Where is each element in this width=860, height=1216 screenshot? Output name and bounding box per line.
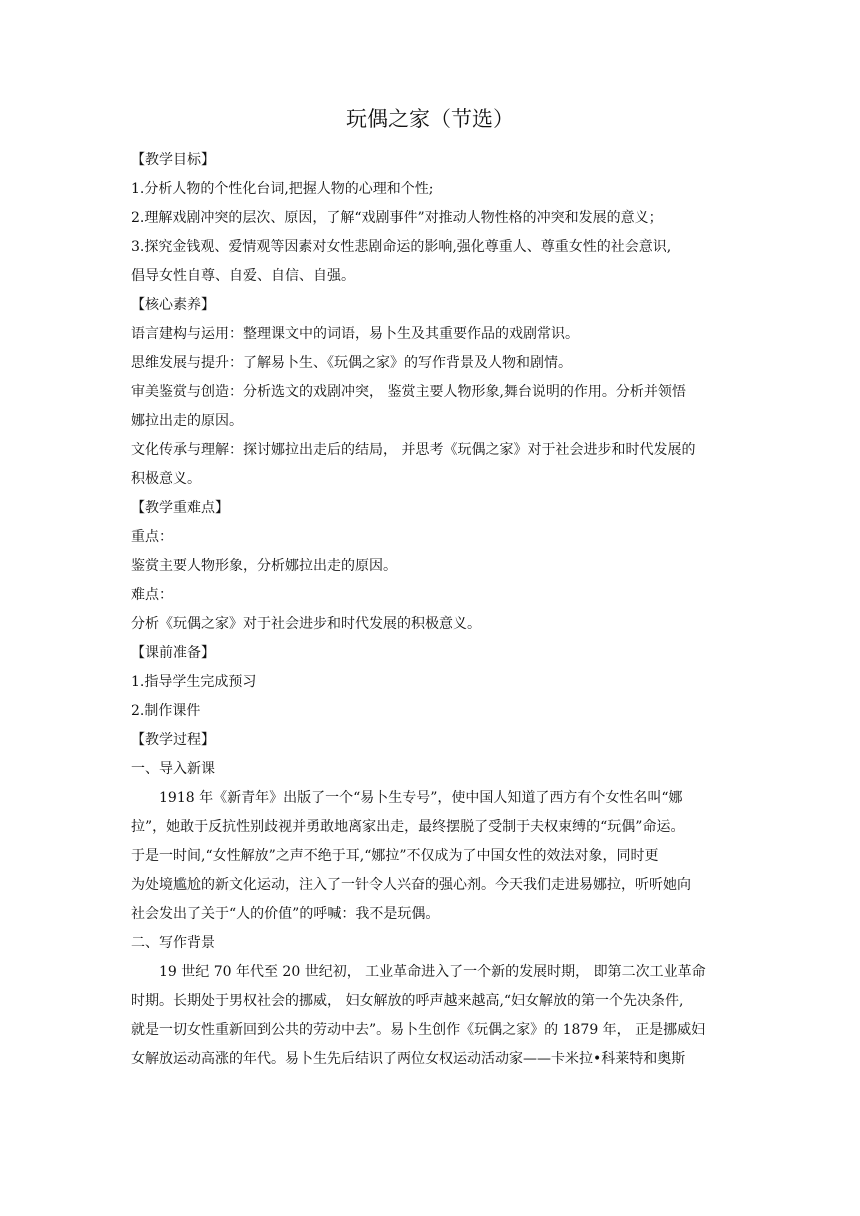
text-line: 就是一切女性重新回到公共的劳动中去”。易卜生创作《玩偶之家》的 1879 年， 正是挪威妇	[131, 1022, 706, 1038]
text-line: 3.探究金钱观、爱情观等因素对女性悲剧命运的影响,强化尊重人、尊重女性的社会意识,	[131, 239, 672, 255]
document-title: 玩偶之家（节选）	[346, 107, 514, 131]
text-line: 难点：	[131, 587, 173, 603]
text-line: 娜拉出走的原因。	[131, 413, 243, 429]
text-line: 2.理解戏剧冲突的层次、原因，了解“戏剧事件”对推动人物性格的冲突和发展的意义；	[131, 210, 663, 226]
text-line: 于是一时间,“女性解放”之声不绝于耳,“娜拉”不仅成为了中国女性的效法对象，同时更	[131, 848, 659, 864]
text-line: 拉”，她敢于反抗性别歧视并勇敢地离家出走，最终摆脱了受制于夫权束缚的“玩偶”命运。	[131, 819, 685, 835]
text-line: 文化传承与理解：探讨娜拉出走后的结局， 并思考《玩偶之家》对于社会进步和时代发展的	[131, 442, 696, 458]
text-line: 【教学目标】	[131, 152, 215, 168]
text-line: 【教学重难点】	[131, 500, 229, 516]
text-line: 语言建构与运用：整理课文中的词语，易卜生及其重要作品的戏剧常识。	[131, 326, 579, 342]
text-line: 社会发出了关于“人的价值”的呼喊：我不是玩偶。	[131, 906, 440, 922]
document-body	[131, 146, 731, 1074]
text-line: 1918 年《新青年》出版了一个“易卜生专号”，使中国人知道了西方有个女性名叫“娜	[159, 790, 683, 806]
text-line: 倡导女性自尊、自爱、自信、自强。	[131, 268, 355, 284]
text-line: 19 世纪 70 年代至 20 世纪初， 工业革命进入了一个新的发展时期， 即第二次工业革命	[159, 964, 706, 980]
text-line: 审美鉴赏与创造：分析选文的戏剧冲突， 鉴赏主要人物形象,舞台说明的作用。分析并领悟	[131, 384, 686, 400]
text-line: 二、写作背景	[131, 935, 215, 951]
text-line: 为处境尴尬的新文化运动，注入了一针令人兴奋的强心剂。今天我们走进易娜拉，听听她向	[131, 877, 691, 893]
text-line: 【课前准备】	[131, 645, 215, 661]
text-line: 时期。长期处于男权社会的挪威， 妇女解放的呼声越来越高,“妇女解放的第一个先决条件,	[131, 993, 684, 1009]
text-line: 2.制作课件	[131, 703, 201, 719]
text-line: 积极意义。	[131, 471, 201, 487]
text-line: 女解放运动高涨的年代。易卜生先后结识了两位女权运动活动家——卡米拉•科莱特和奥斯	[131, 1051, 686, 1067]
text-line: 【核心素养】	[131, 297, 215, 313]
text-line: 1.分析人物的个性化台词,把握人物的心理和个性;	[131, 181, 434, 197]
text-line: 思维发展与提升：了解易卜生、《玩偶之家》的写作背景及人物和剧情。	[131, 355, 572, 371]
text-line: 【教学过程】	[131, 732, 215, 748]
text-line: 一、导入新课	[131, 761, 215, 777]
text-line: 分析《玩偶之家》对于社会进步和时代发展的积极意义。	[131, 616, 481, 632]
text-line: 鉴赏主要人物形象，分析娜拉出走的原因。	[131, 558, 397, 574]
text-line: 1.指导学生完成预习	[131, 674, 257, 690]
text-line: 重点：	[131, 529, 173, 545]
